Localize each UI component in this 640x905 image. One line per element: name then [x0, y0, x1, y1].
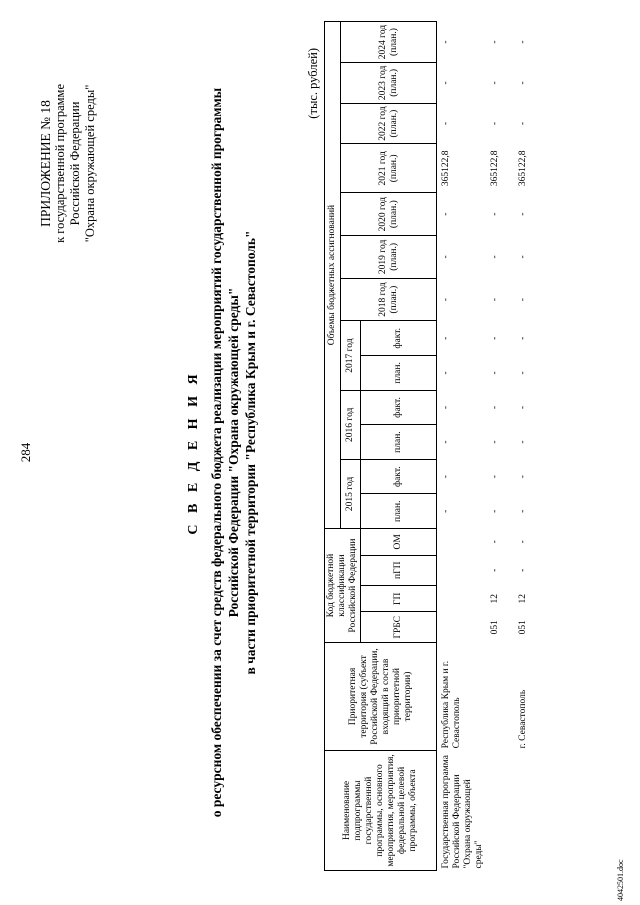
header-2015: 2015 год [341, 459, 361, 528]
cell-value: - [518, 405, 528, 410]
header-2019: 2019 год (план.) [341, 236, 437, 279]
cell-value: - [490, 212, 500, 216]
cell-value: - [441, 40, 451, 44]
header-plan: план. [361, 356, 437, 391]
header-fact: факт. [361, 459, 437, 494]
cell-value: - [441, 81, 451, 85]
cell-pgp: - [490, 568, 500, 572]
table-row [437, 22, 487, 871]
cell-value: - [518, 509, 528, 513]
cell-value: - [518, 475, 528, 479]
file-name: 4042501.doc [616, 859, 625, 901]
cell-value: - [490, 371, 500, 375]
cell-value: - [441, 371, 451, 375]
appendix-title: ПРИЛОЖЕНИЕ № 18 [38, 100, 53, 227]
resource-table [324, 21, 542, 871]
table-row [514, 22, 542, 871]
cell-value: 365122,8 [490, 150, 500, 187]
cell-value: - [490, 509, 500, 513]
cell-territory: Республика Крым и г. Севастополь [441, 660, 462, 749]
header-2022: 2022 год (план.) [341, 103, 437, 144]
cell-value: - [490, 40, 500, 44]
cell-value: - [441, 212, 451, 216]
cell-value: 365122,8 [441, 150, 451, 187]
cell-territory [486, 643, 514, 751]
cell-value: - [518, 298, 528, 302]
cell-gp [437, 586, 487, 612]
cell-value: - [518, 40, 528, 44]
cell-value: - [518, 255, 528, 259]
title-heading: С В Е Д Е Н И Я [186, 370, 201, 535]
header-fact: факт. [361, 390, 437, 425]
cell-pgp: - [518, 568, 528, 572]
header-gp: ГП [361, 586, 437, 612]
header-2016: 2016 год [341, 390, 361, 459]
header-2021: 2021 год (план.) [341, 144, 437, 193]
header-om: ОМ [361, 529, 437, 555]
header-2017: 2017 год [341, 321, 361, 390]
cell-value: - [441, 405, 451, 410]
cell-value: - [441, 298, 451, 302]
units-label: (тыс. рублей) [306, 48, 320, 119]
header-territory: Приоритетная территория (субъект Российской Федерации, входящий в состав приоритетной территории) [325, 643, 437, 751]
header-code-group: Код бюджетной классификации Российской Федерации [325, 529, 361, 643]
cell-value: - [490, 475, 500, 479]
cell-name: Государственная программа Российской Федерации "Охрана окружающей среды" [441, 755, 484, 869]
cell-om: - [490, 540, 500, 544]
header-2023: 2023 год (план.) [341, 63, 437, 104]
header-2024: 2024 год (план.) [341, 22, 437, 63]
cell-name [514, 750, 542, 870]
header-pgp: пГП [361, 555, 437, 586]
cell-value: - [490, 122, 500, 126]
cell-value: - [518, 336, 528, 340]
header-grbs: ГРБС [361, 612, 437, 643]
header-volumes: Объемы бюджетных ассигнований [325, 22, 341, 529]
appendix-line: к государственной программе [53, 84, 67, 243]
cell-pgp [437, 555, 487, 586]
cell-grbs: 051 [490, 620, 500, 635]
table-body [437, 22, 543, 871]
header-plan: план. [361, 425, 437, 460]
header-2018: 2018 год (план.) [341, 278, 437, 321]
table-row [486, 22, 514, 871]
cell-value: - [518, 212, 528, 216]
cell-name [486, 750, 514, 870]
cell-value: - [518, 371, 528, 375]
cell-value: - [490, 440, 500, 444]
cell-value: - [490, 298, 500, 302]
cell-territory: г. Севастополь [518, 689, 528, 749]
cell-value: - [490, 405, 500, 410]
table-header [325, 22, 437, 871]
header-fact: факт. [361, 321, 437, 356]
cell-grbs: 051 [518, 620, 528, 635]
cell-value: - [441, 509, 451, 513]
cell-value: - [441, 440, 451, 444]
cell-value: - [518, 81, 528, 85]
header-2020: 2020 год (план.) [341, 193, 437, 236]
cell-value: - [490, 255, 500, 259]
cell-grbs [437, 612, 487, 643]
page-number: 284 [18, 442, 33, 463]
appendix-line: Российской Федерации [68, 101, 82, 226]
cell-gp: 12 [490, 594, 500, 604]
cell-om [437, 529, 487, 555]
cell-value: - [518, 440, 528, 444]
document-title [185, 40, 259, 865]
header-plan: план. [361, 494, 437, 529]
cell-om: - [518, 540, 528, 544]
cell-value: - [441, 255, 451, 259]
title-line: Российской Федерации "Охрана окружающей среды" [226, 287, 241, 618]
cell-value: - [518, 122, 528, 126]
title-line: о ресурсном обеспечении за счет средств федерального бюджета реализации мероприятий государственной программы [209, 87, 224, 818]
cell-value: - [441, 122, 451, 126]
appendix-line: "Охрана окружающей среды" [83, 84, 97, 243]
appendix-block [38, 84, 98, 243]
cell-value: - [441, 336, 451, 340]
cell-gp: 12 [518, 594, 528, 604]
header-name: Наименование подпрограммы государственной программы, основного мероприятия, мероприятия, федеральной целевой программы, объекта [325, 750, 437, 870]
cell-value: - [490, 336, 500, 340]
cell-value: - [490, 81, 500, 85]
cell-value: 365122,8 [518, 150, 528, 187]
title-line: в части приоритетной территории "Республика Крым и г. Севастополь" [243, 230, 258, 675]
cell-value: - [441, 475, 451, 479]
